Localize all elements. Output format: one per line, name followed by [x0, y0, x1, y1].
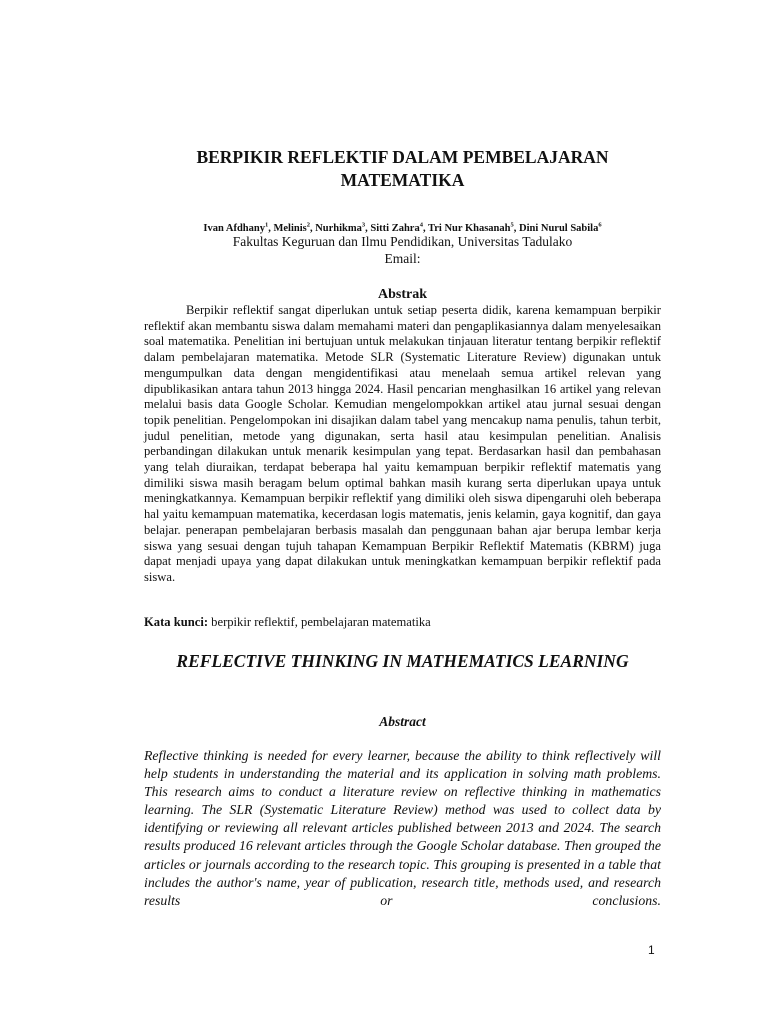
english-abstract-text: Reflective thinking is needed for every learner, because the ability to think reflectively will help students in understanding the material and its application in solving math problems. This research aims to conduct a literature review on reflective thinking in mathematics learning. The SLR (Systematic Literature Review) method was used to collect data by identifying or reviewing all relevant articles published between 2013 and 2024. The search results produced 16 relevant articles through the Google Scholar database. Then grouped the articles or journals according to the research topic. This grouping is presented in a table that includes the author's name, year of publication, research title, methods used, and research results or conclusions. [144, 748, 661, 908]
author-separator: , [513, 222, 519, 234]
affiliation-mark: 5 [510, 221, 514, 228]
paper-title: BERPIKIR REFLEKTIF DALAM PEMBELAJARAN MATEMATIKA [196, 147, 609, 190]
author-5 [428, 223, 519, 234]
author-4 [370, 223, 428, 234]
affiliation: Fakultas Keguruan dan Ilmu Pendidikan, Universitas Tadulako [232, 234, 573, 249]
author-separator: , [365, 222, 371, 234]
keywords-text: berpikir reflektif, pembelajaran matematika [208, 615, 431, 629]
keywords-label: Kata kunci: [144, 615, 209, 629]
author-1 [203, 223, 273, 234]
english-abstract-heading: Abstract [379, 714, 426, 729]
affiliation-mark: 2 [306, 221, 310, 228]
author-separator: , [422, 222, 429, 234]
affiliation-mark: 4 [419, 221, 423, 228]
author-3 [315, 223, 370, 234]
english-title: REFLECTIVE THINKING IN MATHEMATICS LEARNING [176, 651, 629, 671]
affiliation-mark: 3 [361, 221, 366, 228]
author-6 [519, 223, 602, 234]
author-name: Sitti Zahra [370, 222, 420, 234]
email-label: Email: [384, 251, 421, 266]
author-name: Melinis [273, 222, 307, 234]
author-name: Tri Nur Khasanah [428, 222, 511, 234]
affiliation-mark: 1 [264, 221, 269, 228]
author-2 [273, 223, 315, 234]
author-separator: , [268, 222, 274, 234]
author-name: Ivan Afdhany [203, 222, 265, 234]
abstract-text: Berpikir reflektif sangat diperlukan untuk setiap peserta didik, karena kemampuan berpikir reflektif akan membantu siswa dalam memahami materi dan pengaplikasiannya dalam menyelesaikan soal matematika. Penelitian ini bertujuan untuk melakukan tinjauan literatur tentang berpikir reflektif dalam pembelajaran matematika. Metode SLR (Systematic Literature Review) digunakan untuk mengumpulkan data dengan mengidentifikasi atau menelaah semua artikel relevan yang dipublikasikan antara tahun 2013 hingga 2024. Hasil pencarian menghasilkan 16 artikel yang relevan melalui basis data Google Scholar. Kemudian mengelompokkan artikel atau jurnal sesuai dengan topik penelitian. Pengelompokan ini disajikan dalam tabel yang mencakup nama penulis, tahun terbit, judul penelitian, metode yang digunakan, serta hasil atau kesimpulan penelitian. Analisis perbandingan dilakukan untuk menarik kesimpulan yang tepat. Berdasarkan hasil dan pembahasan yang telah diuraikan, terdapat beberapa hal yaitu kemampuan berpikir reflektif matematis yang dimiliki siswa masih beragam belum optimal bahkan masih kurang serta diperlukan upaya untuk meningkatkannya. Kemampuan berpikir reflektif yang dimiliki oleh siswa dipengaruhi oleh beberapa hal yaitu kemampuan matematika, kecerdasan logis matematis, jenis kelamin, gaya kognitif, dan gaya belajar. penerapan pembelajaran berbasis masalah dan penggunaan bahan ajar berupa lembar kerja siswa yang sesuai dengan tujuh tahapan Kemampuan Berpikir Reflektif Matematis (KBRM) juga dapat menjadi upaya yang dapat dilakukan untuk meningkatkan kemampuan berpikir reflektif pada siswa. [144, 303, 661, 584]
keywords [144, 614, 661, 630]
page-number: 1 [648, 943, 655, 957]
affiliation-mark: 6 [598, 221, 602, 228]
author-name: Nurhikma [315, 222, 362, 234]
abstract-heading: Abstrak [377, 287, 427, 302]
author-name: Dini Nurul Sabila [518, 222, 599, 234]
author-separator: , [309, 222, 316, 234]
